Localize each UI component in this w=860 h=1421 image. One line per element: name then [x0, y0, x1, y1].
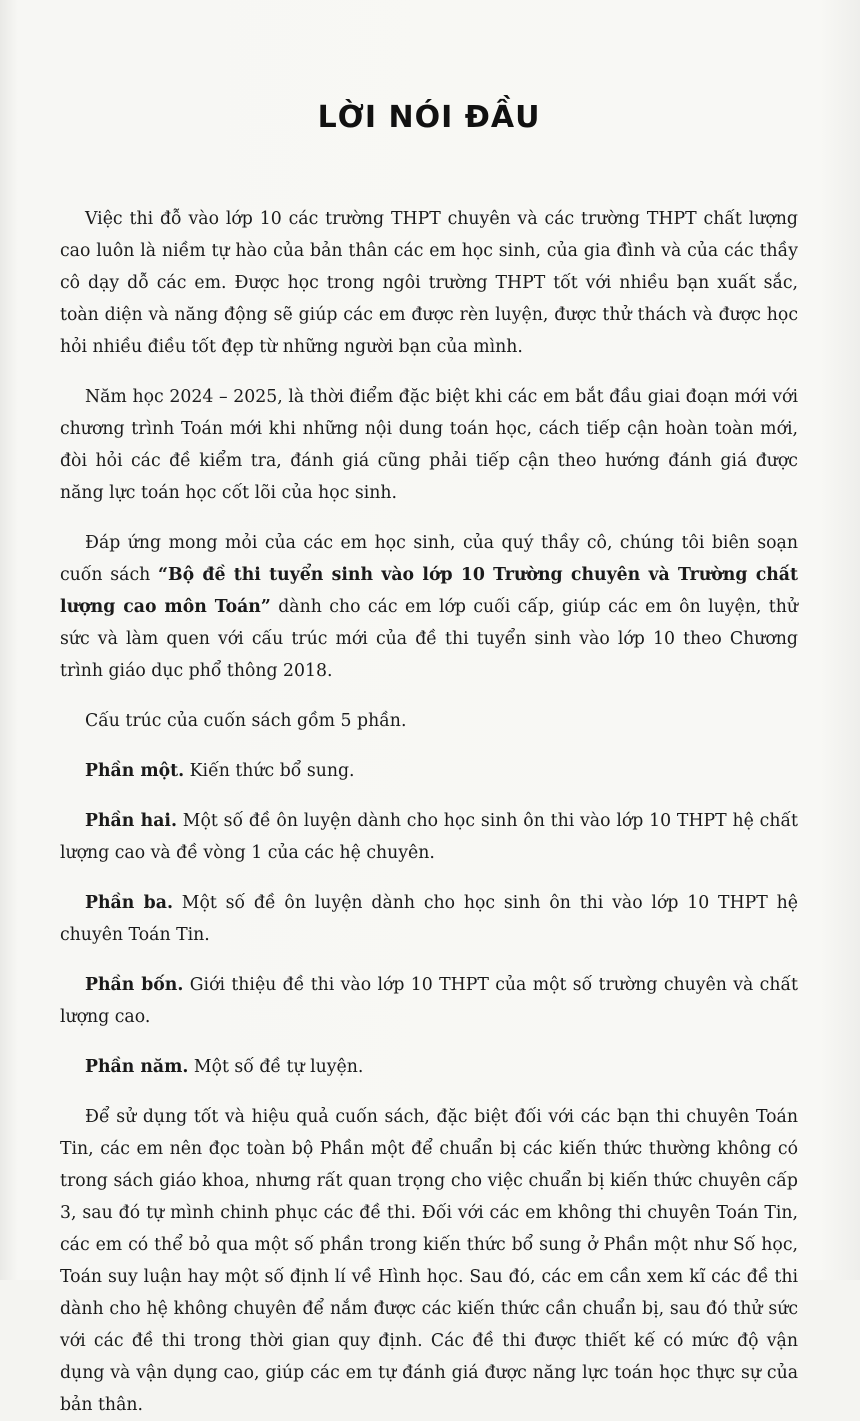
part-text: Một số đề ôn luyện dành cho học sinh ôn thi vào lớp 10 THPT hệ chuyên Toán Tin.	[60, 893, 798, 945]
page-title: LỜI NÓI ĐẦU	[317, 100, 541, 135]
part-text: Một số đề ôn luyện dành cho học sinh ôn thi vào lớp 10 THPT hệ chất lượng cao và đề vòng 1 của các hệ chuyên.	[60, 811, 798, 863]
paragraph-school-year: Năm học 2024 – 2025, là thời điểm đặc biệt khi các em bắt đầu giai đoạn mới với chương trình Toán mới khi những nội dung toán học, cách tiếp cận hoàn toàn mới, đòi hỏi các đề kiểm tra, đánh giá cũng phải tiếp cận theo hướng đánh giá được năng lực toán học cốt lõi của học sinh.	[60, 387, 798, 503]
part-label: Phần bốn.	[85, 975, 184, 995]
paragraph-book-purpose	[60, 527, 798, 687]
part-text: Một số đề tự luyện.	[188, 1057, 364, 1077]
part-label: Phần ba.	[85, 893, 173, 913]
part-label: Phần năm.	[85, 1057, 189, 1077]
part-label: Phần một.	[85, 761, 185, 781]
part-item	[60, 887, 798, 951]
part-item	[60, 805, 798, 869]
part-item	[60, 1051, 798, 1083]
part-label: Phần hai.	[85, 811, 177, 831]
part-item	[60, 755, 798, 787]
paragraph-structure: Cấu trúc của cuốn sách gồm 5 phần.	[85, 711, 407, 731]
book-purpose-lead: Đáp ứng mong mỏi của các em học sinh, của quý thầy cô, chúng tôi biên soạn cuốn sách	[60, 533, 798, 585]
book-title: “Bộ đề thi tuyển sinh vào lớp 10 Trường chuyên và Trường chất lượng cao môn Toán”	[60, 565, 798, 617]
part-text: Kiến thức bổ sung.	[184, 761, 355, 781]
part-item	[60, 969, 798, 1033]
part-text: Giới thiệu đề thi vào lớp 10 THPT của một số trường chuyên và chất lượng cao.	[60, 975, 798, 1027]
book-purpose-rest: dành cho các em lớp cuối cấp, giúp các em ôn luyện, thử sức và làm quen với cấu trúc mới của đề thi tuyển sinh vào lớp 10 theo Chương trình giáo dục phổ thông 2018.	[60, 597, 798, 681]
paragraph-usage-guide: Để sử dụng tốt và hiệu quả cuốn sách, đặc biệt đối với các bạn thi chuyên Toán Tin, các em nên đọc toàn bộ Phần một để chuẩn bị các kiến thức thường không có trong sách giáo khoa, nhưng rất quan trọng cho việc chuẩn bị kiến thức chuyên cấp 3, sau đó tự mình chinh phục các đề thi. Đối với các em không thi chuyên Toán Tin, các em có thể bỏ qua một số phần trong kiến thức bổ sung ở Phần một như Số học, Toán suy luận hay một số định lí về Hình học. Sau đó, các em cần xem kĩ các đề thi dành cho hệ không chuyên để nắm được các kiến thức cần chuẩn bị, sau đó thử sức với các đề thi trong thời gian quy định. Các đề thi được thiết kế có mức độ vận dụng và vận dụng cao, giúp các em tự đánh giá được năng lực toán học thực sự của bản thân.	[60, 1107, 798, 1415]
paragraph-intro: Việc thi đỗ vào lớp 10 các trường THPT chuyên và các trường THPT chất lượng cao luôn là niềm tự hào của bản thân các em học sinh, của gia đình và của các thầy cô dạy dỗ các em. Được học trong ngôi trường THPT tốt với nhiều bạn xuất sắc, toàn diện và năng động sẽ giúp các em được rèn luyện, được thử thách và được học hỏi nhiều điều tốt đẹp từ những người bạn của mình.	[60, 209, 798, 357]
